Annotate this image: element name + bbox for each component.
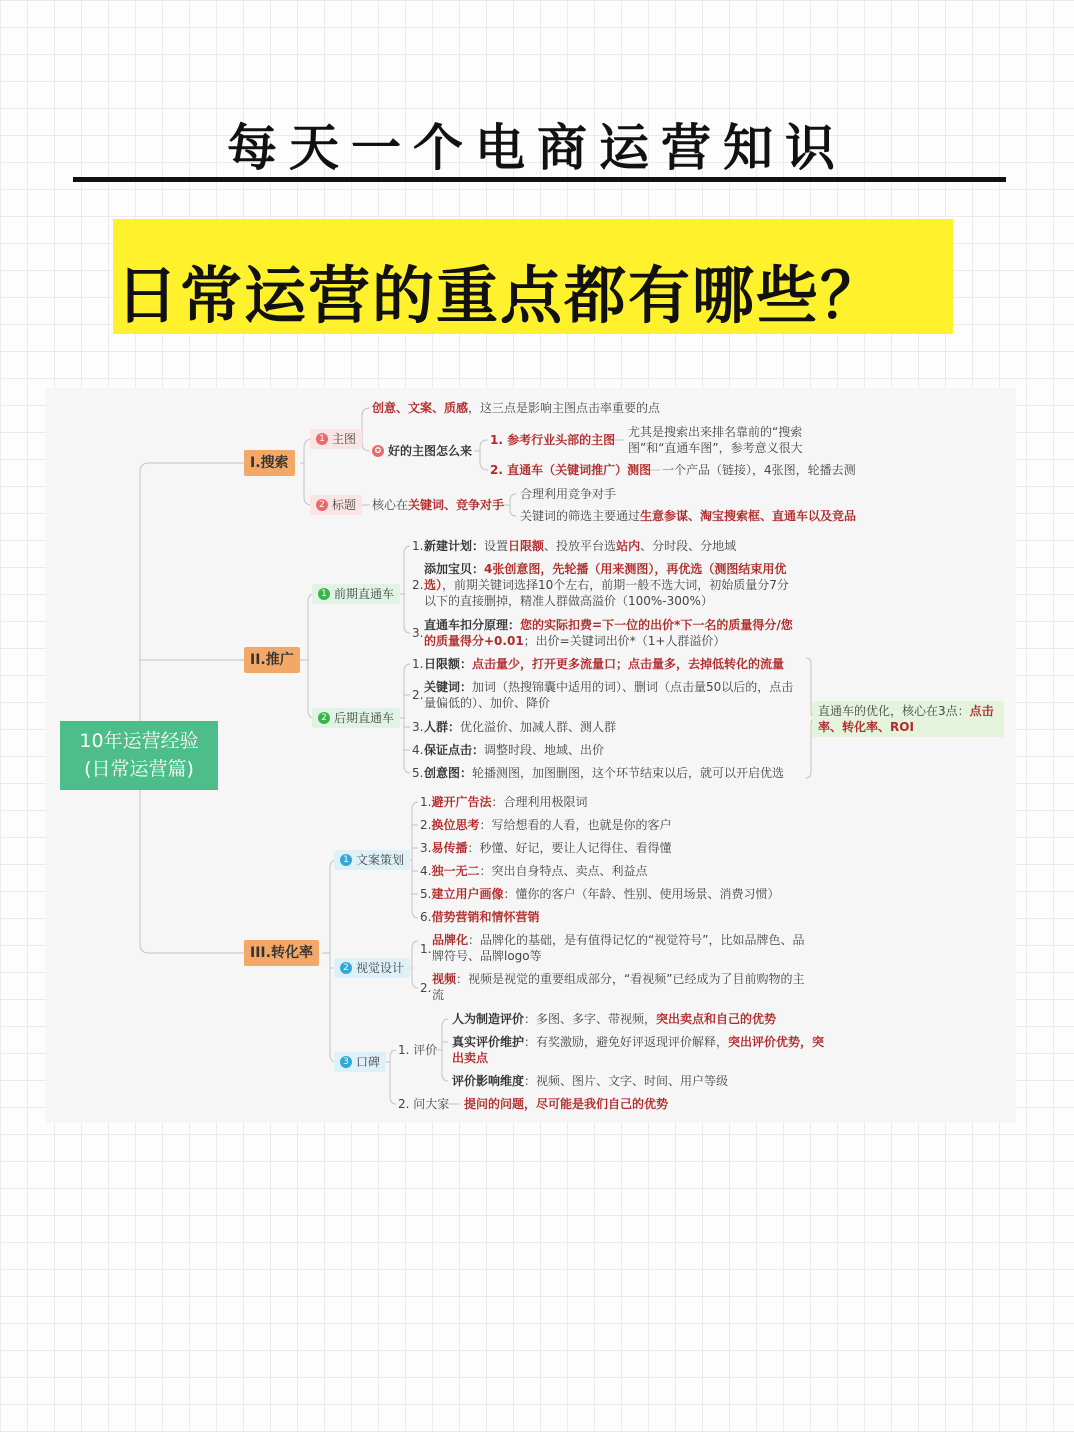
visual-item-1: 品牌化：品牌化的基础，是有值得记忆的“视觉符号”，比如品牌色、品牌符号、品牌logo等 [432, 933, 805, 963]
number-1-icon: 1 [340, 854, 352, 866]
node-word-of-mouth-label: 口碑 [356, 1055, 381, 1069]
ztc-summary: 直通车的优化，核心在3点：点击率、转化率、ROI [818, 704, 994, 734]
branch-search: I.搜索 [244, 450, 295, 476]
wom-ask: 2. 问大家 [398, 1097, 450, 1111]
node-copywriting-label: 文案策划 [356, 853, 405, 867]
number-2-icon: 2 [316, 499, 328, 511]
copy-item-2: 2.换位思考：写给想看的人看，也就是你的客户 [420, 818, 672, 832]
review-item-2: 真实评价维护：有奖激励，避免好评返现评价解释，突出评价优势，突出卖点 [452, 1035, 825, 1065]
node-copywriting [334, 850, 410, 870]
late-item-2: 关键词：加词（热搜锦囊中适用的词）、删词（点击量50以后的，点击量偏低的）、加价、降价 [424, 680, 794, 710]
title-core: 核心在关键词、竞争对手 [372, 498, 505, 512]
late-item-3: 人群：优化溢价、加减人群、测人群 [424, 720, 617, 734]
question-title: 日常运营的重点都有哪些？ [116, 259, 885, 332]
branch-promotion: II.推广 [244, 647, 300, 673]
node-title [310, 495, 362, 515]
late-item-4-num: 4. [412, 743, 424, 757]
node-word-of-mouth [334, 1052, 386, 1072]
late-item-5-num: 5. [412, 766, 424, 780]
number-3-icon: 3 [340, 1056, 352, 1068]
number-1-icon: 1 [316, 433, 328, 445]
late-item-2-num: 2. [412, 688, 424, 702]
node-early-ztc [312, 584, 400, 604]
root-node [60, 721, 218, 790]
early-item-2: 添加宝贝：4张创意图，先轮播（用来测图），再优选（测图结束用优选），前期关键词选择10个左右，前期一般不选大词，初始质量分7分以下的直接删掉，精准人群做高溢价（100%-300%） [424, 562, 789, 608]
node-late-ztc-label: 后期直通车 [334, 711, 395, 725]
late-item-1-num: 1. [412, 657, 424, 671]
number-1-icon: 1 [318, 588, 330, 600]
main-image-ref-desc: 尤其是搜索出来排名靠前的“搜索图”和“直通车图”，参考意义很大 [628, 425, 803, 455]
node-main-image [310, 429, 362, 449]
visual-item-2-num: 2. [420, 981, 432, 995]
root-title: 10年运营经验 [79, 730, 199, 752]
node-main-image-label: 主图 [332, 432, 357, 446]
early-item-3-num: 3. [412, 626, 424, 640]
main-image-factors: 创意、文案、质感，这三点是影响主图点击率重要的点 [372, 401, 661, 415]
branch-conversion: III.转化率 [244, 940, 319, 966]
star-icon: ✪ [372, 445, 384, 457]
root-subtitle: (日常运营篇) [84, 758, 194, 780]
review-item-3: 评价影响维度：视频、图片、文字、时间、用户等级 [452, 1074, 729, 1088]
node-visual-design-label: 视觉设计 [356, 961, 405, 975]
main-image-test-desc: 一个产品（链接），4张图，轮播去测 [662, 463, 856, 477]
copy-item-1: 1.避开广告法：合理利用极限词 [420, 795, 588, 809]
wom-ask-desc: 提问的问题，尽可能是我们自己的优势 [464, 1097, 669, 1111]
number-2-icon: 2 [318, 712, 330, 724]
node-early-ztc-label: 前期直通车 [334, 587, 395, 601]
copy-item-3: 3.易传播：秒懂、好记，要让人记得住、看得懂 [420, 841, 672, 855]
title-competitor: 合理利用竞争对手 [520, 487, 617, 501]
visual-item-1-num: 1. [420, 942, 432, 956]
header-title: 每天一个电商运营知识 [227, 119, 847, 177]
main-image-test: 2. 直通车（关键词推广）测图 [490, 463, 652, 477]
copy-item-5: 5.建立用户画像：懂你的客户（年龄、性别、使用场景、消费习惯） [420, 887, 780, 901]
late-item-3-num: 3. [412, 720, 424, 734]
visual-item-2: 视频：视频是视觉的重要组成部分，“看视频”已经成为了目前购物的主流 [432, 972, 805, 1002]
wom-reviews: 1. 评价 [398, 1043, 438, 1057]
late-item-5: 创意图：轮播测图，加图删图，这个环节结束以后，就可以开启优选 [424, 766, 785, 780]
main-image-ref: 1. 参考行业头部的主图 [490, 433, 616, 447]
number-2-icon: 2 [340, 962, 352, 974]
early-item-2-num: 2. [412, 578, 424, 592]
title-keyword-filter: 关键词的筛选主要通过生意参谋、淘宝搜索框、直通车以及竞品 [520, 509, 857, 523]
main-image-how: ✪ 好的主图怎么来 [372, 443, 472, 459]
late-item-1: 日限额：点击量少，打开更多流量口；点击量多，去掉低转化的流量 [424, 657, 785, 671]
copy-item-4: 4.独一无二：突出自身特点、卖点、利益点 [420, 864, 648, 878]
early-item-3: 直通车扣分原理：您的实际扣费=下一位的出价*下一名的质量得分/您的质量得分+0.01；出价=关键词出价*（1+人群溢价） [424, 618, 793, 648]
late-item-4: 保证点击：调整时段、地域、出价 [424, 743, 605, 757]
node-title-label: 标题 [332, 498, 357, 512]
review-item-1: 人为制造评价：多图、多字、带视频，突出卖点和自己的优势 [452, 1012, 777, 1026]
copy-item-6: 6.借势营销和情怀营销 [420, 910, 540, 924]
early-item-1-num: 1. [412, 539, 424, 553]
early-item-1: 新建计划：设置日限额、投放平台选站内、分时段、分地域 [424, 539, 737, 553]
node-visual-design [334, 958, 410, 978]
node-late-ztc [312, 708, 400, 728]
